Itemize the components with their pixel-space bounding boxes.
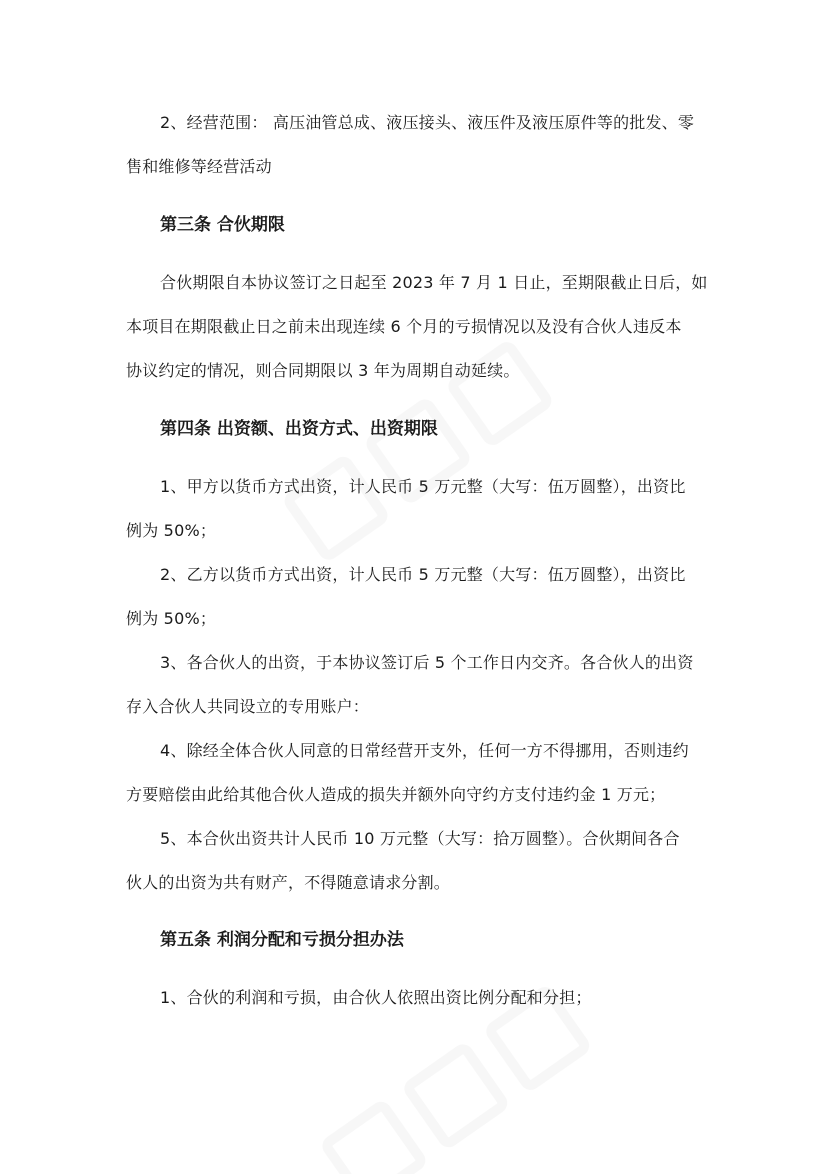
article-4-item-3-line-2: 存入合伙人共同设立的专用账户： <box>126 697 370 716</box>
article-3-para-line-3: 协议约定的情况，则合同期限以 3 年为周期自动延续。 <box>126 361 520 380</box>
article-4-item-4-line-2: 方要赔偿由此给其他合伙人造成的损失并额外向守约方支付违约金 1 万元； <box>126 785 666 804</box>
article-4-item-1-line-2: 例为 50%； <box>126 521 217 540</box>
article-3-title: 第三条 合伙期限 <box>160 215 285 235</box>
article-4-item-3-line-1: 3、各合伙人的出资，于本协议签订后 5 个工作日内交齐。各合伙人的出资 <box>160 653 694 672</box>
article-4-item-4-line-1: 4、除经全体合伙人同意的日常经营开支外，任何一方不得挪用，否则违约 <box>160 741 689 760</box>
article-3-para-line-1: 合伙期限自本协议签订之日起至 2023 年 7 月 1 日止，至期限截止日后，如 <box>160 273 708 292</box>
article-4-item-2-line-2: 例为 50%； <box>126 609 217 628</box>
article-5-title: 第五条 利润分配和亏损分担办法 <box>160 930 404 950</box>
article-4-item-2-line-1: 2、乙方以货币方式出资，计人民币 5 万元整（大写：伍万圆整），出资比 <box>160 565 686 584</box>
article-5-item-1-line-1: 1、合伙的利润和亏损，由合伙人依照出资比例分配和分担； <box>160 988 592 1007</box>
scope-line-1: 2、经营范围： 高压油管总成、液压接头、液压件及液压原件等的批发、零 <box>160 113 695 132</box>
article-4-item-5-line-2: 伙人的出资为共有财产，不得随意请求分割。 <box>126 873 451 892</box>
article-3-para-line-2: 本项目在期限截止日之前未出现连续 6 个月的亏损情况以及没有合伙人违反本 <box>126 317 682 336</box>
article-4-item-1-line-1: 1、甲方以货币方式出资，计人民币 5 万元整（大写：伍万圆整），出资比 <box>160 477 686 496</box>
scope-line-2: 售和维修等经营活动 <box>126 157 272 176</box>
article-4-item-5-line-1: 5、本合伙出资共计人民币 10 万元整（大写：拾万圆整）。合伙期间各合 <box>160 829 680 848</box>
article-4-title: 第四条 出资额、出资方式、出资期限 <box>160 419 438 439</box>
